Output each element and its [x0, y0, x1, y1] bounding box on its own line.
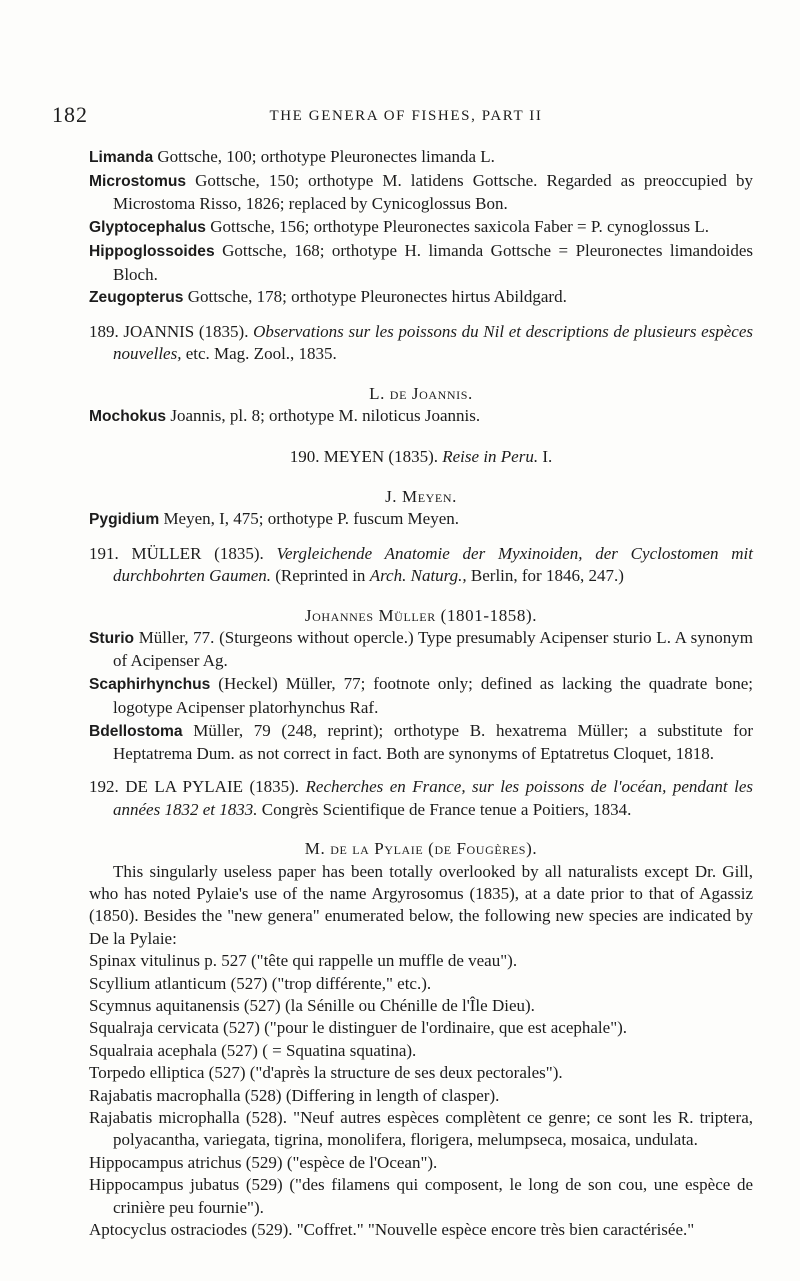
species-entry: Hippocampus jubatus (529) ("des filamens qui composent, le long de son cou, une espèce de crinière peu fournie").: [89, 1175, 753, 1217]
genus-text: Gottsche, 156; orthotype Pleuronectes saxicola Faber = P. cynoglossus L.: [205, 217, 709, 237]
genus-name: Glyptocephalus: [89, 219, 206, 237]
running-title: THE GENERA OF FISHES, PART II: [269, 108, 543, 124]
commentary-paragraph: This singularly useless paper has been totally overlooked by all naturalists except Dr. Gill, who has noted Pylaie's use of the name Argyrosomus (1835), at a date prior to that of Agassiz (1850). Besides the "new genera" enumerated below, the following new species are indicated by De la Pylaie:: [89, 861, 753, 948]
genus-text: Müller, 77. (Sturgeons without opercle.) Type presumably Acipenser sturio L. A synonym of Acipenser Ag.: [113, 627, 753, 671]
genus-entry: [89, 720, 753, 766]
species-entry: Spinax vitulinus p. 527 ("tête qui rappelle un muffle de veau").: [89, 951, 518, 971]
species-entry: Scymnus aquitanensis (527) (la Sénille ou Chénille de l'Île Dieu).: [89, 996, 535, 1015]
species-entry: Rajabatis microphalla (528). "Neuf autres espèces complètent ce genre; ce sont les R. triptera, polyacantha, variegata, tigrina, monolifera, florigera, melumpseca, mosaica, undulata.: [89, 1108, 753, 1150]
journal-title: Arch. Naturg.,: [369, 566, 467, 586]
section-number-author: 190. MEYEN (1835).: [289, 447, 443, 467]
citation: (Reprinted in: [271, 566, 370, 586]
genus-entry: [89, 240, 753, 286]
genus-name: Pygidium: [89, 511, 160, 529]
genus-entry: [89, 146, 753, 169]
species-entry: Aptocyclus ostraciodes (529). "Coffret." "Nouvelle espèce encore très bien caractérisée.": [89, 1220, 695, 1240]
species-entry: Torpedo elliptica (527) ("d'après la structure de ses deux pectorales").: [89, 1063, 563, 1083]
citation: I.: [538, 447, 553, 467]
genus-entry: [89, 405, 753, 428]
work-title: Vergleichende Anatomie der Myxinoiden, der Cyclostomen mit durchbohrten Gaumen.: [113, 543, 753, 586]
genus-name: Limanda: [89, 149, 154, 166]
author-name: M. de la Pylaie (de Fougères).: [304, 839, 538, 859]
section-190-heading: [89, 446, 753, 468]
citation: etc. Mag. Zool., 1835.: [181, 344, 337, 364]
species-entry: Squalraia acephala (527) ( = Squatina squatina).: [89, 1040, 417, 1060]
genus-name: Zeugopterus: [89, 289, 184, 307]
page-body: [89, 146, 753, 1241]
genus-entry: [89, 508, 753, 531]
genus-name: Bdellostoma: [89, 722, 183, 740]
genus-name: Mochokus: [89, 408, 167, 426]
species-entry: Squalraja cervicata (527) ("pour le distinguer de l'ordinaire, que est acephale").: [89, 1018, 628, 1038]
species-entry: Rajabatis macrophalla (528) (Differing in length of clasper).: [89, 1085, 500, 1105]
genus-entry: [89, 216, 753, 239]
genus-entry: [89, 673, 753, 719]
section-191-heading: [89, 543, 753, 588]
species-entry: Hippocampus atrichus (529) ("espèce de l'Ocean").: [89, 1152, 438, 1172]
genus-text: Meyen, I, 475; orthotype P. fuscum Meyen.: [159, 509, 460, 529]
citation: Congrès Scientifique de France tenue a Poitiers, 1834.: [257, 799, 632, 819]
section-number-author: 192. DE LA PYLAIE (1835).: [89, 777, 306, 797]
genus-name: Hippoglossoides: [89, 243, 215, 261]
author-name: L. de Joannis.: [369, 383, 473, 403]
citation: Berlin, for 1846, 247.): [466, 566, 624, 586]
genus-text: Müller, 79 (248, reprint); orthotype B. hexatrema Müller; a substitute for Heptatrema Dum. as not correct in fact. Both are synonyms of Eptatretus Cloquet, 1818.: [113, 720, 753, 763]
section-192-heading: [89, 776, 753, 821]
species-entry: Scyllium atlanticum (527) ("trop différente," etc.).: [89, 973, 432, 993]
genus-name: Sturio: [89, 629, 135, 647]
genus-text: (Heckel) Müller, 77; footnote only; defined as lacking the quadrate bone; logotype Acipenser platorhynchus Raf.: [113, 674, 753, 717]
work-title: Observations sur les poissons du Nil et descriptions de plusieurs espèces nouvelles,: [113, 321, 753, 364]
genus-text: Gottsche, 178; orthotype Pleuronectes hirtus Abildgard.: [183, 287, 567, 307]
genus-text: Gottsche, 100; orthotype Pleuronectes limanda L.: [153, 147, 495, 166]
genus-text: Gottsche, 150; orthotype M. latidens Gottsche. Regarded as preoccupied by Microstoma Risso, 1826; replaced by Cynicoglossus Bon.: [113, 170, 753, 214]
author-name: J. Meyen.: [385, 486, 457, 506]
genus-text: Gottsche, 168; orthotype H. limanda Gottsche = Pleuronectes limandoides Bloch.: [113, 241, 753, 284]
page-number: 182: [52, 102, 88, 127]
genus-entry: [89, 170, 753, 216]
genus-name: Microstomus: [89, 172, 187, 190]
page-header: [52, 96, 760, 136]
section-number-author: 191. MÜLLER (1835).: [89, 543, 277, 563]
genus-name: Scaphirhynchus: [89, 676, 211, 694]
work-title: Recherches en France, sur les poissons de l'océan, pendant les années 1832 et 1833.: [113, 777, 753, 819]
section-number-author: 189. JOANNIS (1835).: [89, 321, 254, 341]
section-189-heading: [89, 321, 753, 366]
work-title: Reise in Peru.: [442, 447, 539, 467]
genus-entry: [89, 286, 753, 309]
genus-text: Joannis, pl. 8; orthotype M. niloticus Joannis.: [166, 406, 481, 426]
species-list: [89, 950, 753, 1241]
author-name: Johannes Müller (1801-1858).: [304, 605, 538, 625]
genus-entry: [89, 627, 753, 673]
